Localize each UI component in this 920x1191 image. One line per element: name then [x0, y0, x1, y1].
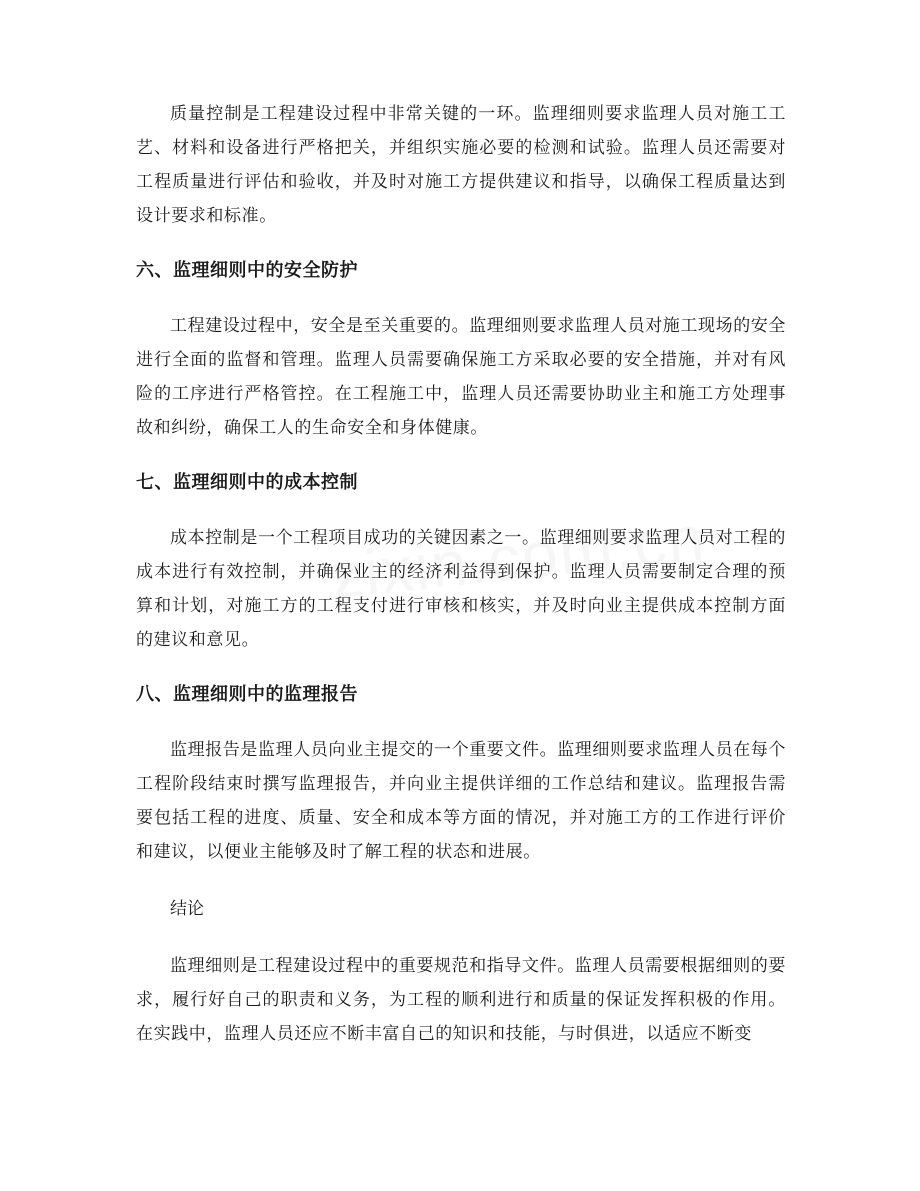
document-body [136, 97, 786, 1074]
section-heading-cost: 七、监理细则中的成本控制 [136, 472, 358, 493]
paragraph-report: 监理报告是监理人员向业主提交的一个重要文件。监理细则要求监理人员在每个工程阶段结束时撰写监理报告，并向业主提供详细的工作总结和建议。监理报告需要包括工程的进度、质量、安全和成本等方面的情况，并对施工方的工作进行评价和建议，以便业主能够及时了解工程的状态和进展。 [136, 740, 786, 862]
conclusion-label: 结论 [170, 899, 204, 919]
section-heading-safety: 六、监理细则中的安全防护 [136, 260, 358, 281]
paragraph-cost: 成本控制是一个工程项目成功的关键因素之一。监理细则要求监理人员对工程的成本进行有效控制，并确保业主的经济利益得到保护。监理人员需要制定合理的预算和计划，对施工方的工程支付进行审核和核实，并及时向业主提供成本控制方面的建议和意见。 [136, 528, 786, 650]
section-heading-report: 八、监理细则中的监理报告 [136, 684, 358, 705]
paragraph-conclusion: 监理细则是工程建设过程中的重要规范和指导文件。监理人员需要根据细则的要求，履行好自己的职责和义务，为工程的顺利进行和质量的保证发挥积极的作用。在实践中，监理人员还应不断丰富自己的知识和技能，与时俱进，以适应不断变 [136, 956, 786, 1044]
paragraph-quality-control: 质量控制是工程建设过程中非常关键的一环。监理细则要求监理人员对施工工艺、材料和设备进行严格把关，并组织实施必要的检测和试验。监理人员还需要对工程质量进行评估和验收，并及时对施工方提供建议和指导，以确保工程质量达到设计要求和标准。 [136, 104, 786, 226]
paragraph-safety: 工程建设过程中，安全是至关重要的。监理细则要求监理人员对施工现场的安全进行全面的监督和管理。监理人员需要确保施工方采取必要的安全措施，并对有风险的工序进行严格管控。在工程施工中，监理人员还需要协助业主和施工方处理事故和纠纷，确保工人的生命安全和身体健康。 [136, 316, 786, 438]
